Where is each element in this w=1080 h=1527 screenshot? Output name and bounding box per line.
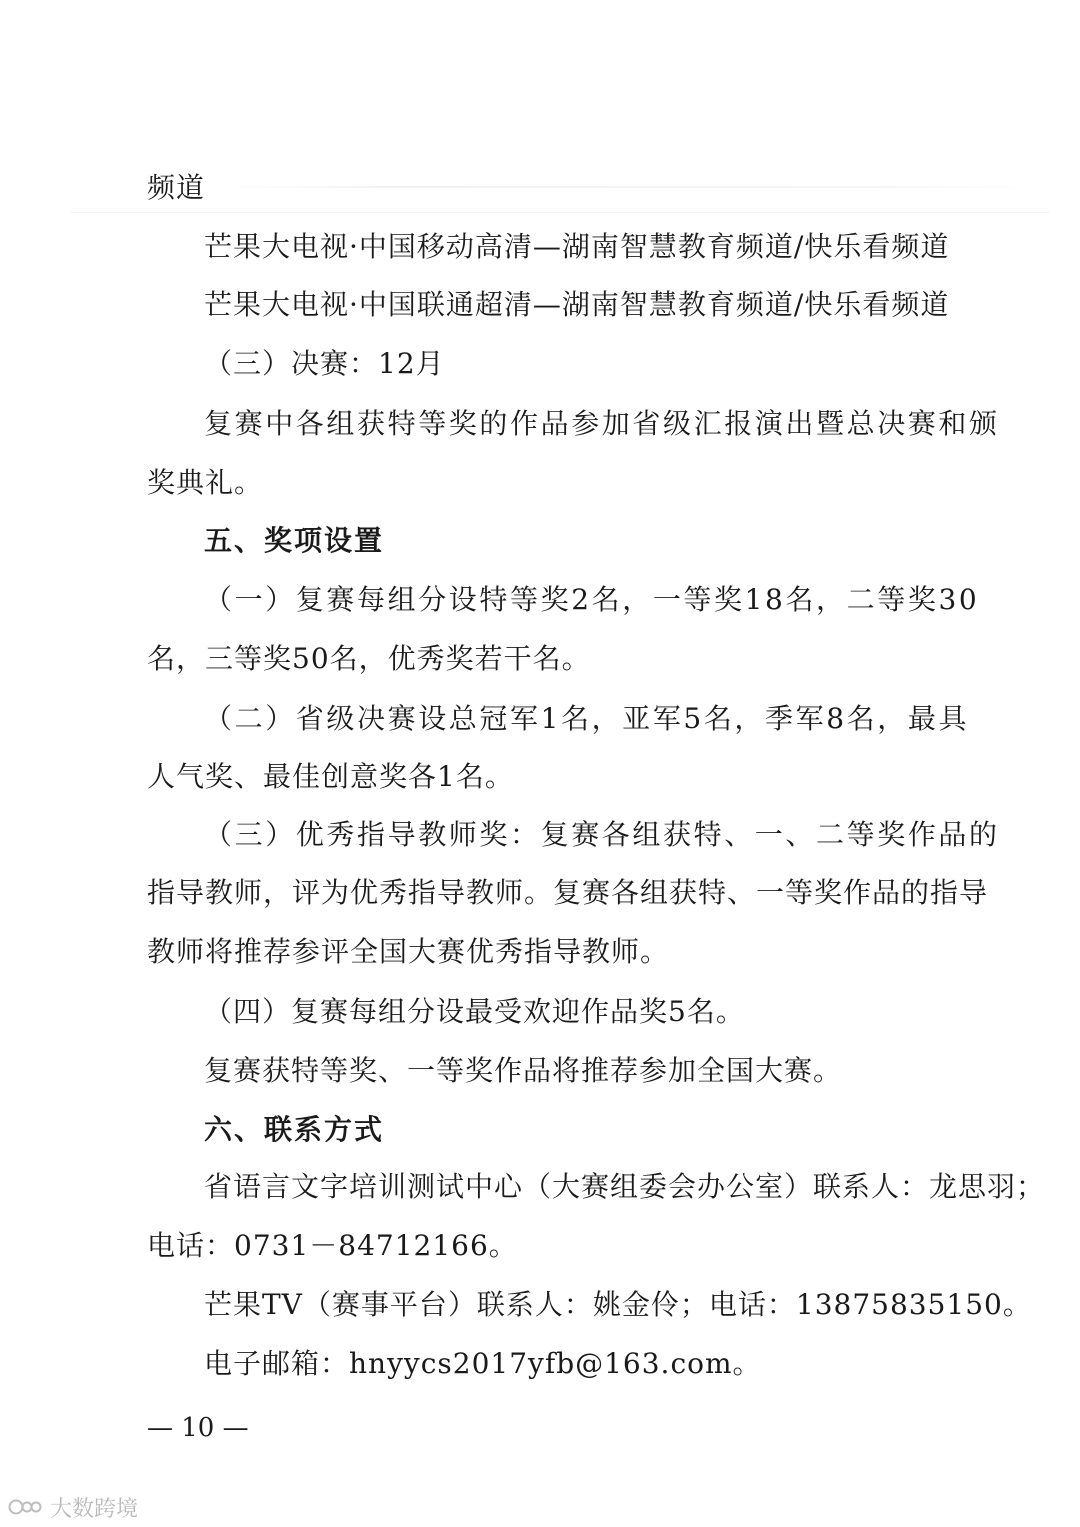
text-line-contact-phone: 电话：0731－84712166。 <box>147 1229 518 1262</box>
text-line-channel-continuation: 频道 <box>147 171 206 204</box>
text-line-contact-email: 电子邮箱：hnyycs2017yfb@163.com。 <box>204 1347 762 1380</box>
text-line-final-desc-cont: 奖典礼。 <box>147 466 264 499</box>
text-line-award-2: （二）省级决赛设总冠军1名，亚军5名，季军8名，最具 <box>204 702 970 735</box>
subheading-final: （三）决赛：12月 <box>204 347 445 380</box>
text-line-final-desc: 复赛中各组获特等奖的作品参加省级汇报演出暨总决赛和颁 <box>204 407 1000 440</box>
text-line-contact-platform: 芒果TV（赛事平台）联系人：姚金伶；电话：13875835150。 <box>204 1288 1032 1321</box>
text-line-award-3-cont: 指导教师，评为优秀指导教师。复赛各组获特、一等奖作品的指导 <box>147 876 989 909</box>
scan-artifact-line <box>220 186 1040 188</box>
section-heading-awards: 五、奖项设置 <box>204 524 385 557</box>
watermark-text: 大数跨境 <box>50 1496 139 1522</box>
text-line-award-2-cont: 人气奖、最佳创意奖各1名。 <box>147 760 514 793</box>
brand-logo-icon <box>8 1497 44 1517</box>
text-line-award-3: （三）优秀指导教师奖：复赛各组获特、一、二等奖作品的 <box>204 818 1000 851</box>
text-line-contact-center: 省语言文字培训测试中心（大赛组委会办公室）联系人：龙思羽； <box>204 1170 1046 1203</box>
text-line-unicom-channel: 芒果大电视·中国联通超清—湖南智慧教育频道/快乐看频道 <box>204 288 950 321</box>
section-heading-contact: 六、联系方式 <box>204 1113 385 1146</box>
text-line-recommend: 复赛获特等奖、一等奖作品将推荐参加全国大赛。 <box>204 1054 843 1087</box>
text-line-award-1: （一）复赛每组分设特等奖2名，一等奖18名，二等奖30 <box>204 583 980 616</box>
text-line-award-1-cont: 名，三等奖50名，优秀奖若干名。 <box>147 642 591 675</box>
page-number: — 10 — <box>147 1413 249 1443</box>
watermark <box>8 1494 138 1520</box>
text-line-mobile-channel: 芒果大电视·中国移动高清—湖南智慧教育频道/快乐看频道 <box>204 230 950 263</box>
scan-artifact-line <box>70 212 1050 213</box>
text-line-award-3-cont2: 教师将推荐参评全国大赛优秀指导教师。 <box>147 935 670 968</box>
text-line-award-4: （四）复赛每组分设最受欢迎作品奖5名。 <box>204 995 745 1028</box>
